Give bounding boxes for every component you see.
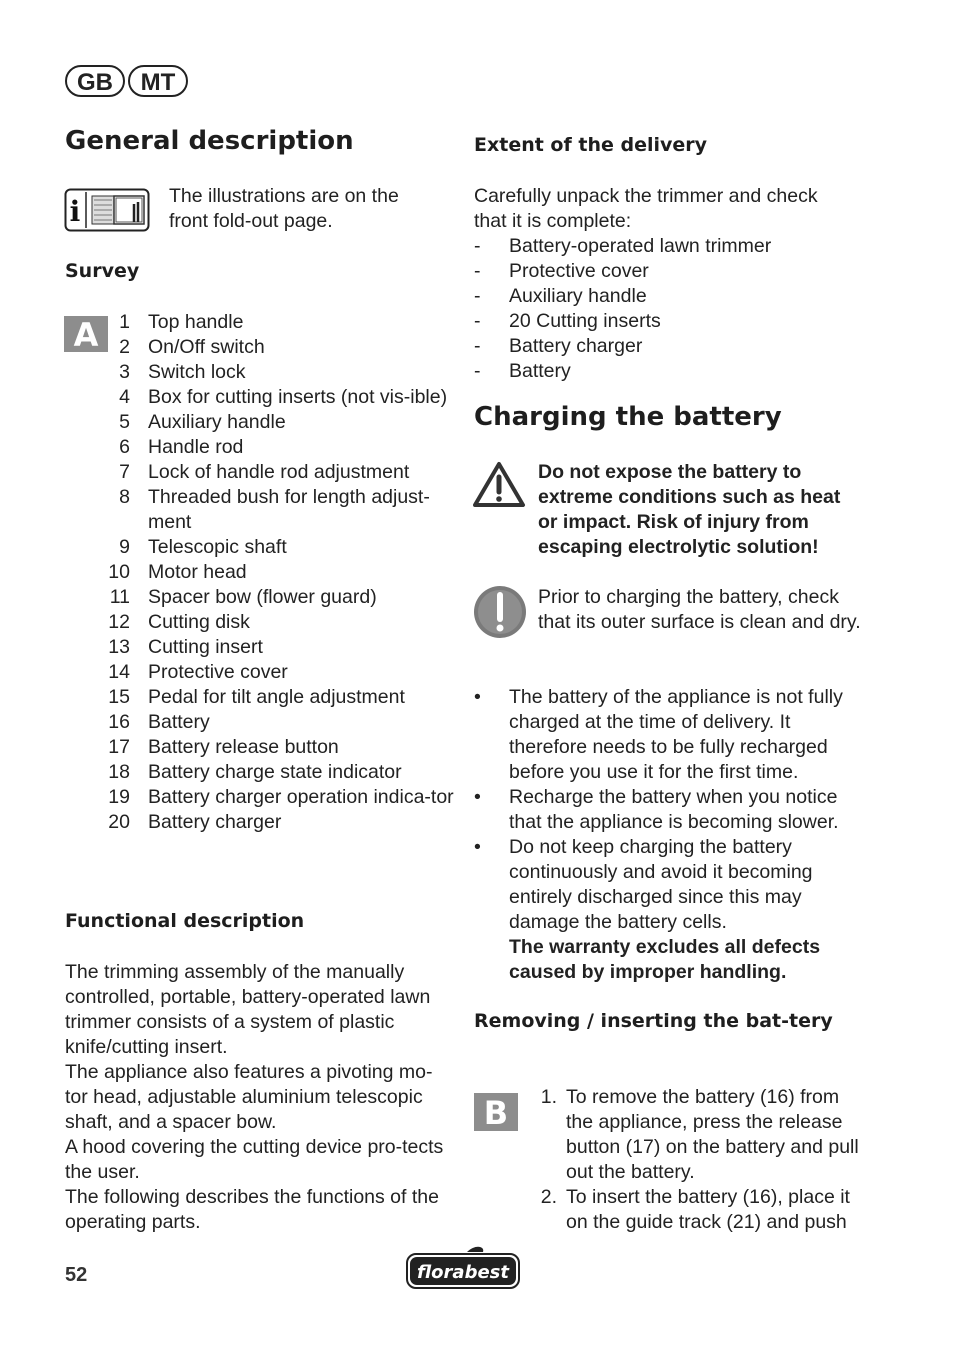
functional-paragraph: The trimming assembly of the manually controlled, portable, battery-operated lawn trimmer consists of a system of plastic knife/cutting insert. (65, 961, 431, 1058)
survey-item-number: 15 (108, 686, 130, 708)
survey-item (106, 585, 456, 610)
lang-badge-mt: MT (128, 65, 188, 97)
delivery-item-label: Battery charger (509, 335, 643, 357)
survey-item-label: Threaded bush for length adjust-ment (148, 486, 430, 533)
delivery-item (474, 259, 854, 284)
survey-item-number: 16 (108, 711, 130, 733)
functional-description-text (65, 960, 455, 1235)
survey-item-label: Spacer bow (flower guard) (148, 586, 377, 608)
survey-item (106, 335, 456, 360)
svg-text:i: i (69, 195, 81, 228)
survey-item-number: 3 (119, 361, 130, 383)
survey-item-label: Box for cutting inserts (not vis-ible) (148, 386, 448, 408)
survey-item-label: Battery release button (148, 736, 339, 758)
survey-item-label: Auxiliary handle (148, 411, 286, 433)
info-text: The illustrations are on the front fold-out page. (169, 185, 399, 232)
dash-marker: - (474, 260, 481, 282)
survey-item-label: On/Off switch (148, 336, 265, 358)
delivery-item-label: Battery-operated lawn trimmer (509, 235, 772, 257)
survey-item-number: 19 (108, 786, 130, 808)
battery-warning-text: Do not expose the battery to extreme conditions such as heat or impact. Risk of injury from escaping electrolytic solution! (538, 461, 841, 558)
survey-item (106, 685, 456, 710)
delivery-item-label: Protective cover (509, 260, 649, 282)
survey-item-label: Pedal for tilt angle adjustment (148, 686, 405, 708)
step-number: 1. (540, 1086, 557, 1108)
survey-item-number: 14 (108, 661, 130, 683)
survey-item-label: Telescopic shaft (148, 536, 287, 558)
charging-bullet-text (509, 685, 864, 785)
charging-bullet-body: Do not keep charging the battery continuously and avoid it becoming entirely discharged since this may damage the battery cells. (509, 836, 813, 933)
survey-item-number: 5 (119, 411, 130, 433)
info-book-icon (64, 188, 150, 237)
charging-bullet-body: The battery of the appliance is not fully charged at the time of delivery. It therefore needs to be fully recharged before you use it for the first time. (509, 686, 843, 783)
section-title-charging: Charging the battery (474, 402, 782, 432)
functional-paragraph: The following describes the functions of the operating parts. (65, 1186, 439, 1233)
survey-item-number: 6 (119, 436, 130, 458)
delivery-item-label: Battery (509, 360, 571, 382)
step-text: To insert the battery (16), place it on the guide track (21) and push (566, 1186, 850, 1233)
bullet-marker: • (474, 786, 481, 808)
survey-item-number: 11 (109, 586, 130, 608)
brand-logo (405, 1244, 521, 1295)
removing-steps (520, 1085, 865, 1235)
delivery-item (474, 359, 854, 384)
survey-item-label: Cutting insert (148, 636, 263, 658)
bullet-marker: • (474, 686, 481, 708)
charging-bullet (474, 685, 864, 785)
survey-item (106, 435, 456, 460)
survey-item-label: Battery charge state indicator (148, 761, 402, 783)
survey-item-label: Cutting disk (148, 611, 250, 633)
survey-item-label: Motor head (148, 561, 247, 583)
dash-marker: - (474, 235, 481, 257)
survey-item-number: 7 (119, 461, 130, 483)
survey-item-number: 4 (119, 386, 130, 408)
survey-item (106, 735, 456, 760)
survey-item (106, 760, 456, 785)
charging-bullet (474, 835, 864, 985)
delivery-item-label: 20 Cutting inserts (509, 310, 661, 332)
delivery-intro: Carefully unpack the trimmer and check that it is complete: (474, 185, 818, 232)
survey-item-number: 20 (108, 811, 130, 833)
delivery-list (474, 234, 854, 384)
functional-paragraph: The appliance also features a pivoting mo-tor head, adjustable aluminium telescopic shaft, and a spacer bow. (65, 1061, 433, 1133)
dash-marker: - (474, 285, 481, 307)
survey-item (106, 360, 456, 385)
survey-list (106, 310, 456, 835)
brand-logo-text: florabest (417, 1262, 509, 1283)
delivery-heading: Extent of the delivery (474, 134, 708, 156)
section-title-general-description: General description (65, 126, 354, 156)
delivery-item (474, 334, 854, 359)
survey-item-number: 9 (119, 536, 130, 558)
lang-badge-gb: GB (65, 65, 125, 97)
survey-item-number: 2 (119, 336, 130, 358)
survey-heading: Survey (65, 260, 140, 282)
warning-triangle-icon (472, 460, 526, 513)
charging-bullet-text (509, 785, 864, 835)
step-item (520, 1085, 865, 1185)
survey-item (106, 635, 456, 660)
bullet-marker: • (474, 836, 481, 858)
charging-bullet-text (509, 835, 864, 985)
survey-item (106, 460, 456, 485)
exclamation-circle-icon (473, 585, 527, 644)
survey-item-label: Battery charger operation indica-tor (148, 786, 454, 808)
survey-item (106, 535, 456, 560)
survey-item (106, 660, 456, 685)
survey-item (106, 810, 456, 835)
functional-paragraph: A hood covering the cutting device pro-tects the user. (65, 1136, 444, 1183)
survey-item-label: Lock of handle rod adjustment (148, 461, 410, 483)
survey-item (106, 485, 456, 535)
survey-item (106, 785, 456, 810)
survey-item (106, 610, 456, 635)
warranty-note: The warranty excludes all defects caused by improper handling. (509, 936, 821, 983)
figure-label-a: A (64, 316, 108, 352)
survey-item-number: 10 (108, 561, 130, 583)
survey-item-label: Protective cover (148, 661, 288, 683)
removing-heading: Removing / inserting the bat-tery (474, 1010, 833, 1032)
charging-bullet (474, 785, 864, 835)
survey-item-label: Handle rod (148, 436, 244, 458)
survey-item-label: Battery charger (148, 811, 282, 833)
survey-item-number: 12 (108, 611, 130, 633)
dash-marker: - (474, 310, 481, 332)
dash-marker: - (474, 335, 481, 357)
delivery-item-label: Auxiliary handle (509, 285, 647, 307)
survey-item (106, 310, 456, 335)
charging-bullets (474, 685, 864, 985)
survey-item-number: 17 (108, 736, 130, 758)
charging-bullet-body: Recharge the battery when you notice that the appliance is becoming slower. (509, 786, 839, 833)
charging-note-text: Prior to charging the battery, check that its outer surface is clean and dry. (538, 586, 861, 633)
step-number: 2. (540, 1186, 557, 1208)
delivery-item (474, 309, 854, 334)
survey-item-number: 8 (119, 486, 130, 508)
dash-marker: - (474, 360, 481, 382)
functional-description-heading: Functional description (65, 910, 305, 932)
survey-item-number: 1 (119, 311, 130, 333)
survey-item (106, 710, 456, 735)
survey-item (106, 385, 456, 410)
delivery-item (474, 284, 854, 309)
survey-item-label: Switch lock (148, 361, 246, 383)
step-text: To remove the battery (16) from the appliance, press the release button (17) on the battery and pull out the battery. (566, 1086, 859, 1183)
survey-item (106, 560, 456, 585)
survey-item-number: 13 (108, 636, 130, 658)
figure-label-b: B (474, 1093, 518, 1131)
survey-item-label: Top handle (148, 311, 244, 333)
survey-item (106, 410, 456, 435)
delivery-item (474, 234, 854, 259)
survey-item-label: Battery (148, 711, 210, 733)
page-number: 52 (65, 1264, 88, 1286)
survey-item-number: 18 (108, 761, 130, 783)
step-item (520, 1185, 865, 1235)
